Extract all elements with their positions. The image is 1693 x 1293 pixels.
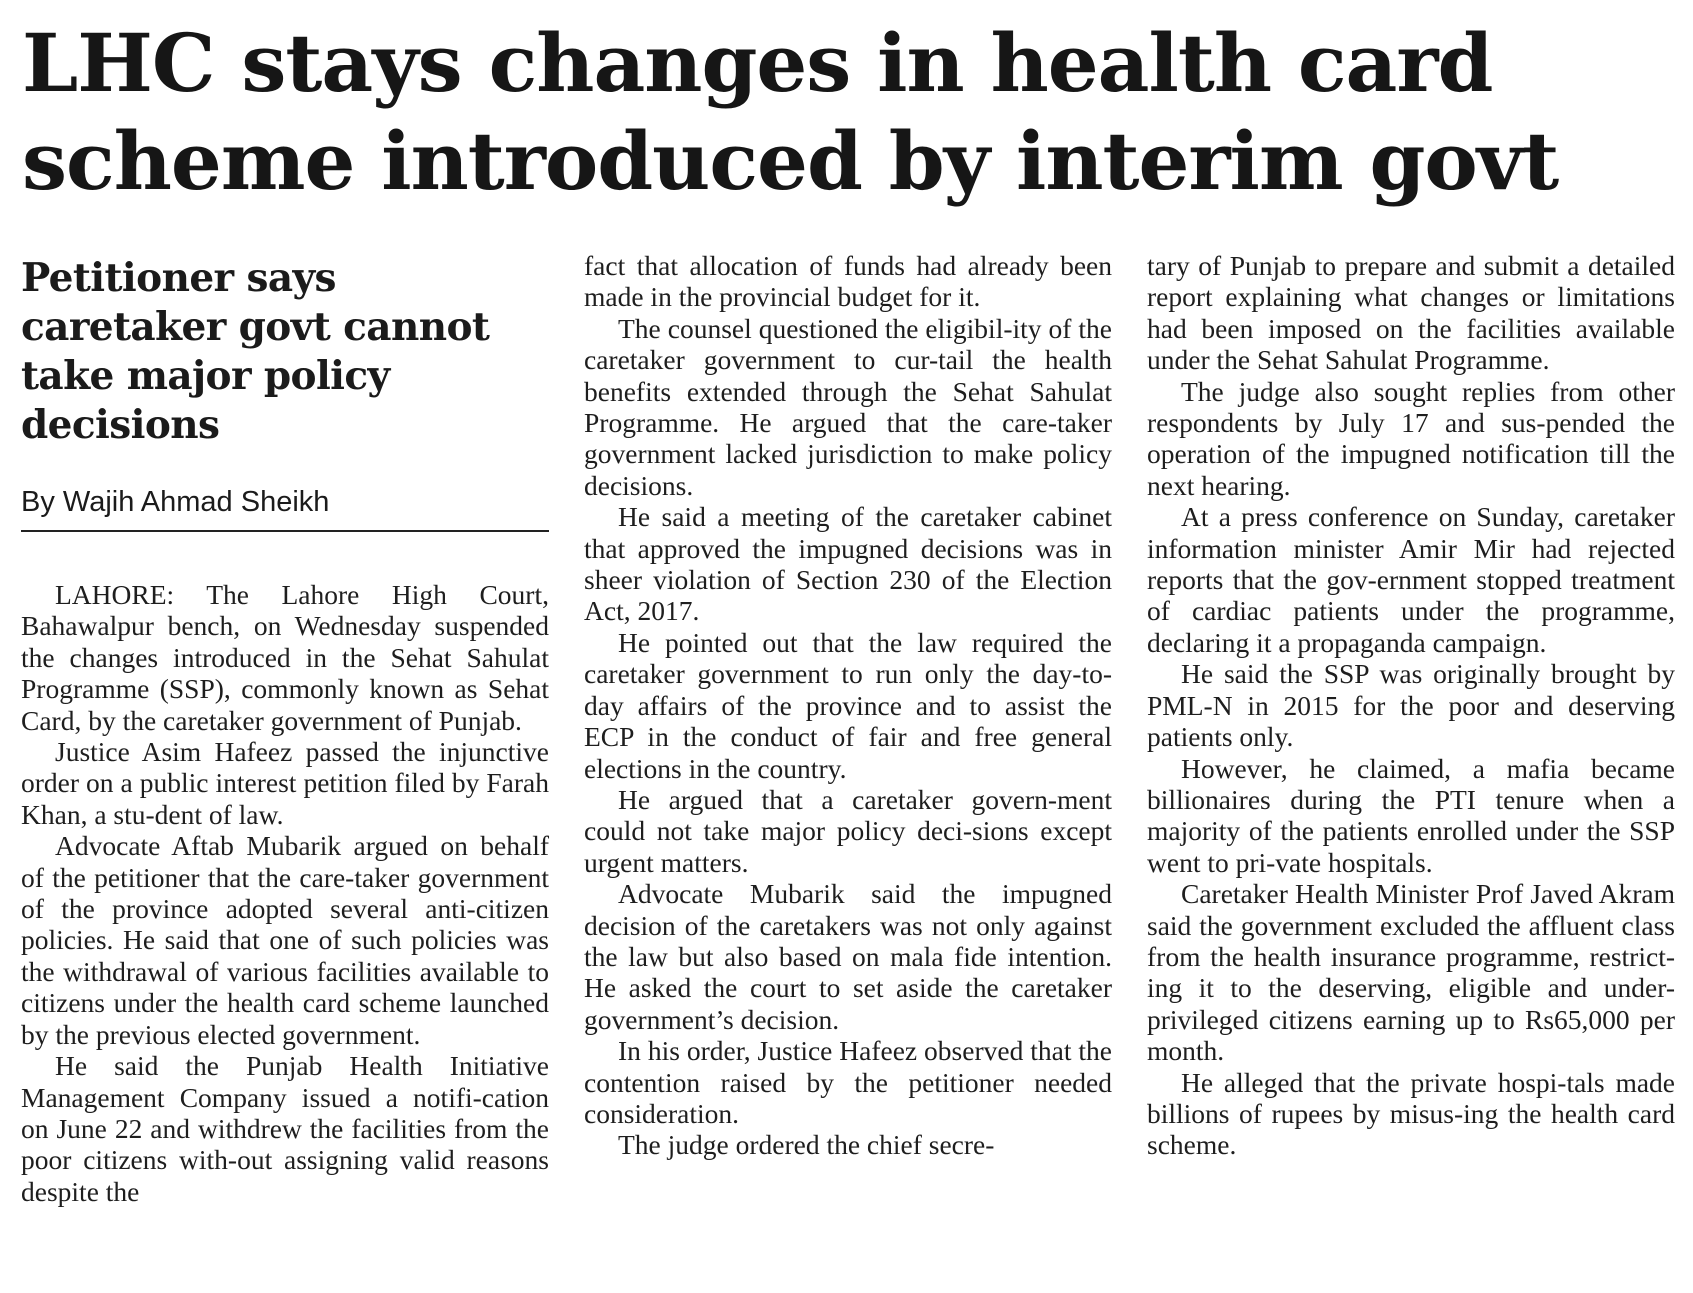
headline: LHC stays changes in health card scheme introduced by interim govt — [22, 16, 1559, 208]
paragraph: He said a meeting of the caretaker cabinet that approved the impugned decisions was in sheer violation of Section 230 of the Election Act, 2017. — [584, 501, 1112, 627]
paragraph: He argued that a caretaker govern-ment could not take major policy deci-sions except urgent matters. — [584, 783, 1112, 878]
paragraph: He pointed out that the law required the caretaker government to run only the day-to-day affairs of the province and to assist the ECP in the conduct of fair and free general elections in the country. — [584, 626, 1112, 784]
column-1 — [21, 254, 549, 1207]
byline: By Wajih Ahmad Sheikh — [21, 484, 549, 532]
column-3 — [1147, 250, 1675, 1161]
paragraph: Justice Asim Hafeez passed the injunctive order on a public interest petition filed by Farah Khan, a stu-dent of law. — [21, 736, 549, 830]
paragraph: At a press conference on Sunday, caretaker information minister Amir Mir had rejected reports that the gov-ernment stopped treatment of cardiac patients under the programme, declaring it a propaganda campaign. — [1147, 501, 1675, 658]
paragraph: The judge ordered the chief secre- — [618, 1129, 995, 1161]
paragraph: Advocate Aftab Mubarik argued on behalf of the petitioner that the care-taker government of the province adopted several anti-citizen policies. He said that one of such policies was the withdrawal of various facilities available to citizens under the health card scheme launched by the previous elected government. — [21, 830, 549, 1050]
paragraph: He alleged that the private hospi-tals made billions of rupees by misus-ing the health card scheme. — [1147, 1066, 1675, 1161]
paragraph: However, he claimed, a mafia became billionaires during the PTI tenure when a majority of the patients enrolled under the SSP went to pri-vate hospitals. — [1147, 752, 1675, 878]
paragraph: Advocate Mubarik said the impugned decision of the caretakers was not only against the law but also based on mala fide intention. He asked the court to set aside the caretaker government’s decision. — [584, 878, 1112, 1035]
paragraph: The judge also sought replies from other respondents by July 17 and sus-pended the operation of the impugned notification till the next hearing. — [1147, 375, 1675, 501]
paragraph: In his order, Justice Hafeez observed that the contention raised by the petitioner needed consideration. — [584, 1035, 1112, 1129]
paragraph: Caretaker Health Minister Prof Javed Akram said the government excluded the affluent class from the health insurance programme, restrict-ing it to the deserving, eligible and under-privileged citizens earning up to Rs65,000 per month. — [1147, 878, 1675, 1067]
subheadline: Petitioner says caretaker govt cannot take major policy decisions — [21, 255, 490, 448]
paragraph: tary of Punjab to prepare and submit a detailed report explaining what changes or limitations had been imposed on the facilities available under the Sehat Sahulat Programme. — [1147, 250, 1675, 376]
paragraph: He said the Punjab Health Initiative Management Company issued a notifi-cation on June 22 and withdrew the facilities from the poor citizens with-out assigning valid reasons despite the — [21, 1050, 549, 1207]
paragraph: LAHORE: The Lahore High Court, Bahawalpur bench, on Wednesday suspended the changes introduced in the Sehat Sahulat Programme (SSP), commonly known as Sehat Card, by the caretaker government of Punjab. — [21, 579, 549, 736]
column-2 — [584, 250, 1112, 1161]
paragraph: fact that allocation of funds had already been made in the provincial budget for it. — [584, 250, 1112, 313]
paragraph: The counsel questioned the eligibil-ity of the caretaker government to cur-tail the health benefits extended through the Sehat Sahulat Programme. He argued that the care-taker government lacked jurisdiction to make policy decisions. — [584, 312, 1112, 501]
paragraph: He said the SSP was originally brought by PML-N in 2015 for the poor and deserving patients only. — [1147, 658, 1675, 753]
